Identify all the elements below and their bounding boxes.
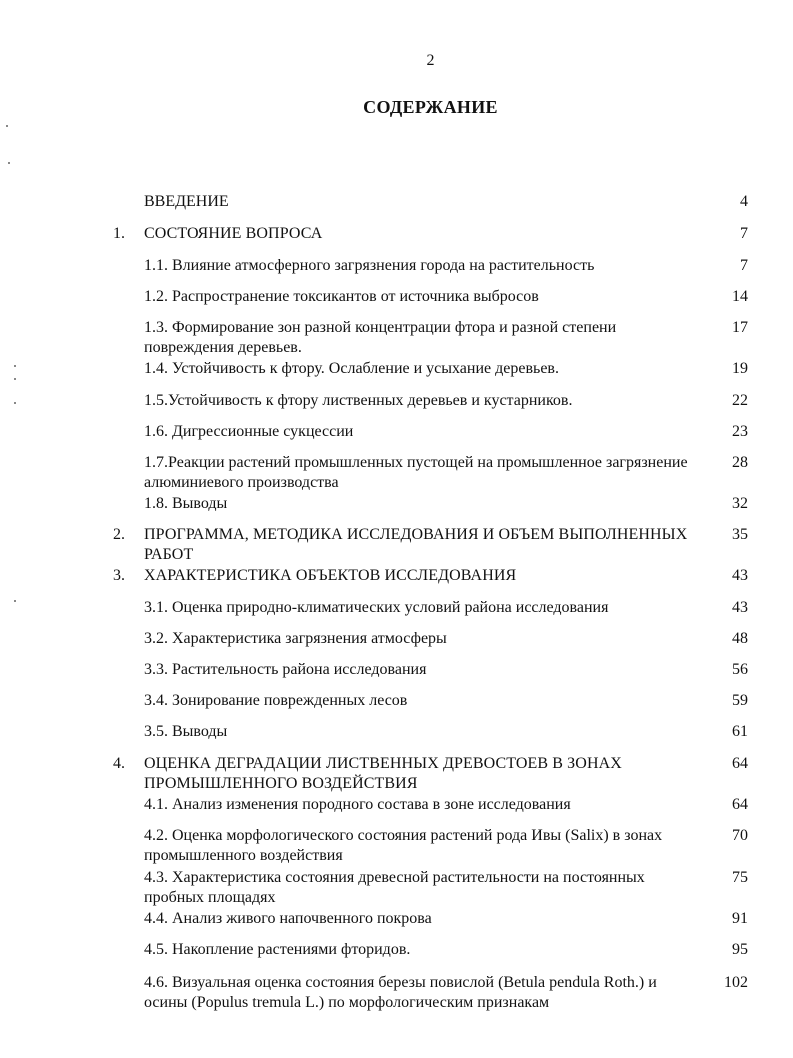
entry-page: 48 bbox=[732, 630, 748, 647]
entry-title: 4.1. Анализ изменения породного состава в зоне исследования bbox=[144, 796, 571, 813]
entry-page: 22 bbox=[732, 392, 748, 409]
scan-mark bbox=[8, 162, 10, 164]
entry-number: 1. bbox=[113, 225, 125, 242]
entry-page: 7 bbox=[740, 257, 748, 274]
entry-title: ВВЕДЕНИЕ bbox=[144, 193, 229, 210]
page-title: СОДЕРЖАНИЕ bbox=[363, 97, 498, 117]
entry-page: 7 bbox=[740, 225, 748, 242]
entry-page: 43 bbox=[732, 567, 748, 584]
entry-title: 4.6. Визуальная оценка состояния березы повислой (Betula pendula Roth.) и осины (Populus tremula L.) по морфологическим признакам bbox=[144, 974, 657, 1011]
entry-page: 59 bbox=[732, 692, 748, 709]
entry-title: 3.1. Оценка природно-климатических условий района исследования bbox=[144, 599, 609, 616]
scan-mark bbox=[14, 402, 16, 404]
entry-title: 3.4. Зонирование поврежденных лесов bbox=[144, 692, 408, 709]
entry-page: 35 bbox=[732, 526, 748, 543]
entry-page: 4 bbox=[740, 193, 748, 210]
entry-page: 70 bbox=[732, 827, 748, 844]
entry-title: ОЦЕНКА ДЕГРАДАЦИИ ЛИСТВЕННЫХ ДРЕВОСТОЕВ В ЗОНАХ ПРОМЫШЛЕННОГО ВОЗДЕЙСТВИЯ bbox=[144, 755, 622, 792]
entry-title: 3.3. Растительность района исследования bbox=[144, 661, 427, 678]
entry-title: 1.5.Устойчивость к фтору лиственных деревьев и кустарников. bbox=[144, 392, 573, 409]
entry-title: ХАРАКТЕРИСТИКА ОБЪЕКТОВ ИССЛЕДОВАНИЯ bbox=[144, 567, 517, 584]
entry-page: 23 bbox=[732, 423, 748, 440]
entry-page: 102 bbox=[724, 974, 748, 991]
entry-title: 3.2. Характеристика загрязнения атмосферы bbox=[144, 630, 447, 647]
scan-mark bbox=[14, 378, 16, 380]
scan-mark bbox=[14, 365, 16, 367]
entry-page: 56 bbox=[732, 661, 748, 678]
entry-page: 95 bbox=[732, 941, 748, 958]
entry-page: 91 bbox=[732, 910, 748, 927]
entry-title: 4.3. Характеристика состояния древесной растительности на постоянных пробных площадях bbox=[144, 869, 645, 906]
entry-page: 75 bbox=[732, 869, 748, 886]
entry-number: 3. bbox=[113, 567, 125, 584]
entry-title: 1.7.Реакции растений промышленных пустощей на промышленное загрязнение алюминиевого производства bbox=[144, 454, 688, 491]
entry-page: 64 bbox=[732, 755, 748, 772]
entry-page: 64 bbox=[732, 796, 748, 813]
entry-page: 19 bbox=[732, 360, 748, 377]
scan-mark bbox=[14, 600, 16, 602]
entry-page: 43 bbox=[732, 599, 748, 616]
scan-mark bbox=[6, 125, 8, 127]
entry-title: 1.3. Формирование зон разной концентрации фтора и разной степени повреждения деревьев. bbox=[144, 319, 617, 356]
entry-title: 1.4. Устойчивость к фтору. Ослабление и усыхание деревьев. bbox=[144, 360, 559, 377]
entry-title: 1.1. Влияние атмосферного загрязнения города на растительность bbox=[144, 257, 595, 274]
entry-title: ПРОГРАММА, МЕТОДИКА ИССЛЕДОВАНИЯ И ОБЪЕМ ВЫПОЛНЕННЫХ РАБОТ bbox=[144, 526, 688, 563]
page-number: 2 bbox=[426, 52, 435, 69]
entry-page: 17 bbox=[732, 319, 748, 336]
entry-title: 1.2. Распространение токсикантов от источника выбросов bbox=[144, 288, 539, 305]
entry-page: 14 bbox=[732, 288, 748, 305]
entry-page: 61 bbox=[732, 723, 748, 740]
entry-title: 4.5. Накопление растениями фторидов. bbox=[144, 941, 411, 958]
entry-title: 3.5. Выводы bbox=[144, 723, 228, 740]
entry-title: 1.8. Выводы bbox=[144, 495, 228, 512]
entry-title: 4.4. Анализ живого напочвенного покрова bbox=[144, 910, 432, 927]
entry-title: 1.6. Дигрессионные сукцессии bbox=[144, 423, 354, 440]
entry-title: СОСТОЯНИЕ ВОПРОСА bbox=[144, 225, 323, 242]
entry-title: 4.2. Оценка морфологического состояния растений рода Ивы (Salix) в зонах промышленного воздействия bbox=[144, 827, 663, 864]
entry-page: 28 bbox=[732, 454, 748, 471]
entry-number: 2. bbox=[113, 526, 125, 543]
entry-number: 4. bbox=[113, 755, 125, 772]
entry-page: 32 bbox=[732, 495, 748, 512]
